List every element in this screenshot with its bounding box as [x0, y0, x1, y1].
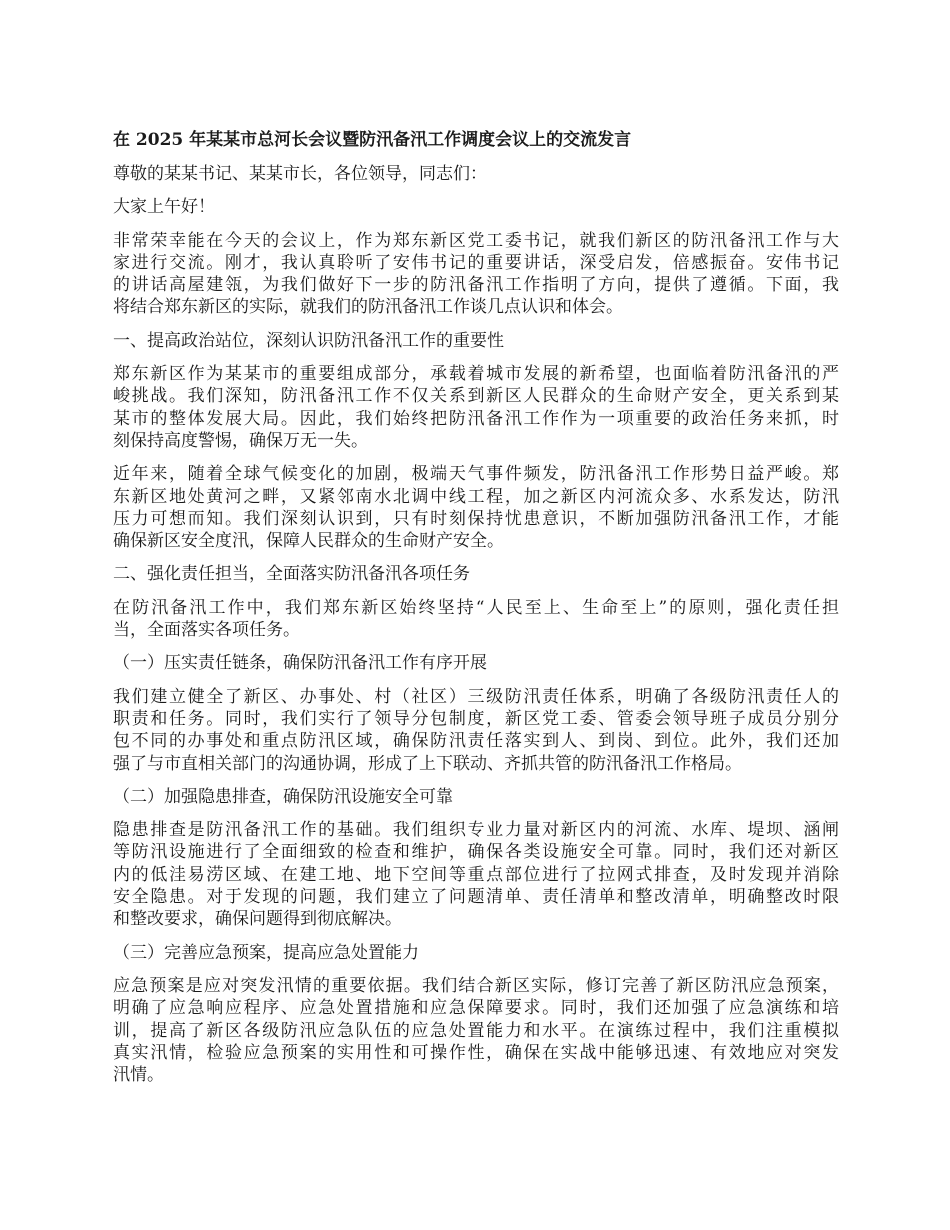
text-line: 确保新区安全度汛，保障人民群众的生命财产安全。: [113, 531, 504, 552]
text-line: 应急预案是应对突发汛情的重要依据。我们结合新区实际，修订完善了新区防汛应急预案，: [113, 975, 839, 996]
text-line: 当，全面落实各项任务。: [113, 620, 300, 641]
text-line: 的讲话高屋建瓴，为我们做好下一步的防汛备汛工作指明了方向，提供了遵循。下面，我: [113, 275, 839, 296]
paragraph: [113, 975, 839, 1086]
text-line: 隐患排查是防汛备汛工作的基础。我们组织专业力量对新区内的河流、水库、堤坝、涵闸: [113, 820, 839, 841]
text-line: 东新区地处黄河之畔，又紧邻南水北调中线工程，加之新区内河流众多、水系发达，防汛: [113, 486, 839, 507]
text-line: 训，提高了新区各级防汛应急队伍的应急处置能力和水平。在演练过程中，我们注重模拟: [113, 1020, 839, 1041]
text-line: 压力可想而知。我们深刻认识到，只有时刻保持忧患意识，不断加强防汛备汛工作，才能: [113, 508, 839, 529]
text-line: 将结合郑东新区的实际，就我们的防汛备汛工作谈几点认识和体会。: [113, 297, 623, 318]
text-line: 安全隐患。对于发现的问题，我们建立了问题清单、责任清单和整改清单，明确整改时限: [113, 887, 839, 908]
text-line: 内的低洼易涝区域、在建工地、地下空间等重点部位进行了拉网式排查，及时发现并消除: [113, 864, 839, 885]
paragraph: [113, 463, 839, 552]
text-line: 等防汛设施进行了全面细致的检查和维护，确保各类设施安全可靠。同时，我们还对新区: [113, 842, 839, 863]
text-line: 郑东新区作为某某市的重要组成部分，承载着城市发展的新希望，也面临着防汛备汛的严: [113, 364, 839, 385]
text-line: 某市的整体发展大局。因此，我们始终把防汛备汛工作作为一项重要的政治任务来抓，时: [113, 408, 839, 429]
text-line: 近年来，随着全球气候变化的加剧，极端天气事件频发，防汛备汛工作形势日益严峻。郑: [113, 464, 839, 485]
salutation: [113, 163, 839, 185]
text-line: （三）完善应急预案，提高应急处置能力: [113, 942, 419, 963]
greeting: [113, 196, 839, 218]
text-line: 刻保持高度警惕，确保万无一失。: [113, 430, 368, 451]
heading: [113, 563, 839, 585]
document-title: 在 2025 年某某市总河长会议暨防汛备汛工作调度会议上的交流发言: [113, 130, 632, 150]
text-line: 和整改要求，确保问题得到彻底解决。: [113, 909, 402, 930]
text-line: 家进行交流。刚才，我认真聆听了安伟书记的重要讲话，深受启发，倍感振奋。安伟书记: [113, 252, 839, 273]
subheading: [113, 786, 839, 808]
document-body: [113, 163, 839, 1086]
text-line: 非常荣幸能在今天的会议上，作为郑东新区党工委书记，就我们新区的防汛备汛工作与大: [113, 230, 839, 251]
text-line: 尊敬的某某书记、某某市长，各位领导，同志们：: [113, 164, 487, 184]
text-line: 明确了应急响应程序、应急处置措施和应急保障要求。同时，我们还加强了应急演练和培: [113, 998, 839, 1019]
text-line: 峻挑战。我们深知，防汛备汛工作不仅关系到新区人民群众的生命财产安全，更关系到某: [113, 386, 839, 407]
paragraph: [113, 363, 839, 452]
text-line: （二）加强隐患排查，确保防汛设施安全可靠: [113, 786, 453, 807]
text-line: 强了与市直相关部门的沟通协调，形成了上下联动、齐抓共管的防汛备汛工作格局。: [113, 753, 742, 774]
text-line: 我们建立健全了新区、办事处、村（社区）三级防汛责任体系，明确了各级防汛责任人的: [113, 686, 839, 707]
text-line: 在防汛备汛工作中，我们郑东新区始终坚持“人民至上、生命至上”的原则，强化责任担: [113, 597, 839, 618]
paragraph: [113, 819, 839, 930]
text-line: 汛情。: [113, 1065, 164, 1086]
document-page: [113, 128, 839, 1097]
subheading: [113, 652, 839, 674]
text-line: 职责和任务。同时，我们实行了领导分包制度，新区党工委、管委会领导班子成员分别分: [113, 708, 839, 729]
paragraph: [113, 686, 839, 775]
text-line: 真实汛情，检验应急预案的实用性和可操作性，确保在实战中能够迅速、有效地应对突发: [113, 1042, 839, 1063]
text-line: 包不同的办事处和重点防汛区域，确保防汛责任落实到人、到岗、到位。此外，我们还加: [113, 731, 839, 752]
text-line: 大家上午好！: [113, 197, 215, 218]
text-line: （一）压实责任链条，确保防汛备汛工作有序开展: [113, 653, 487, 674]
text-line: 一、提高政治站位，深刻认识防汛备汛工作的重要性: [113, 330, 504, 351]
heading: [113, 330, 839, 352]
paragraph: [113, 597, 839, 642]
paragraph: [113, 230, 839, 319]
text-line: 二、强化责任担当，全面落实防汛备汛各项任务: [113, 564, 470, 585]
subheading: [113, 942, 839, 964]
